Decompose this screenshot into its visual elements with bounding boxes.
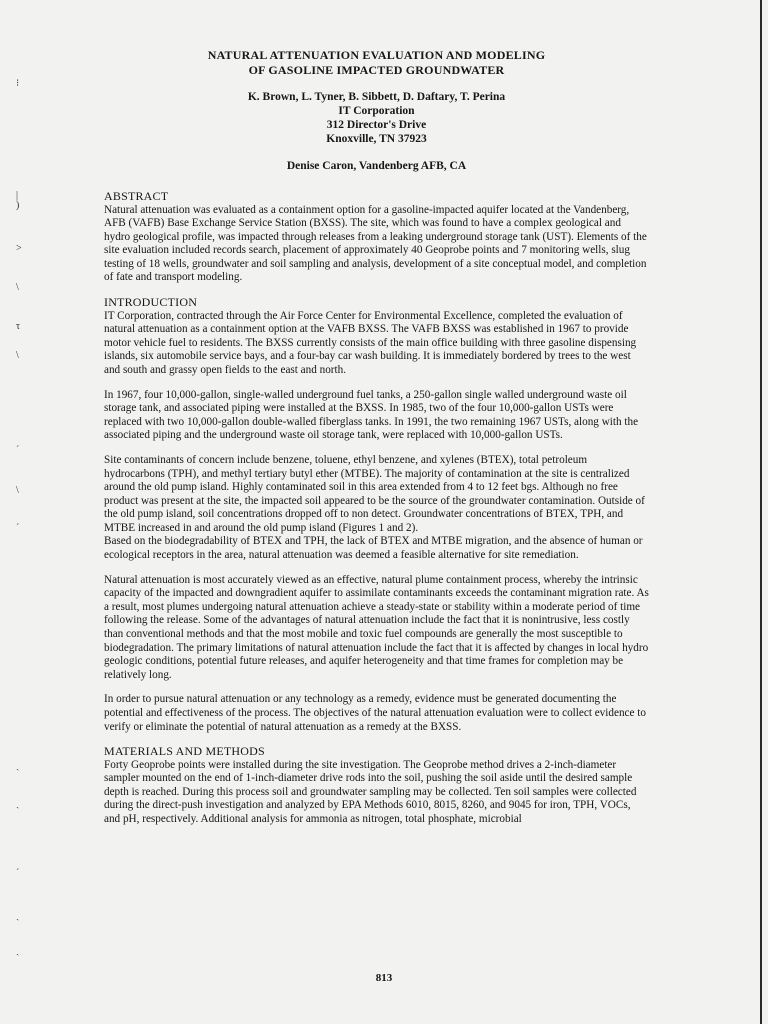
paper-title bbox=[104, 48, 649, 78]
scan-mark: ˎ bbox=[16, 798, 20, 809]
scan-mark: ˊ bbox=[16, 523, 20, 534]
scan-margin-marks bbox=[10, 0, 30, 1024]
introduction-paragraph-3: Site contaminants of concern include benzene, toluene, ethyl benzene, and xylenes (BTEX), total petroleum hydrocarbons (TPH), and methyl tertiary butyl ether (MTBE). The majority of contamination at the site is centralized around the old pump island. Highly contaminated soil in this area extended from 4 to 12 feet bgs. Although no free product was present at the site, the impacted soil appeared to be the source of the groundwater contamination. Outside of the old pump island, soil concentrations dropped off to non detect. Groundwater concentrations of BTEX, TPH, and MTBE increased in and around the old pump island (Figures 1 and 2). bbox=[104, 453, 645, 534]
scan-mark: ˎ bbox=[16, 945, 20, 956]
introduction-section bbox=[104, 296, 649, 734]
abstract-text: Natural attenuation was evaluated as a containment option for a gasoline-impacted aquifer located at the Vandenberg, AFB (VAFB) Base Exchange Service Station (BXSS). The site, which was found to have a complex geological and hydro geological profile, was impacted through releases from a leaking underground storage tank (UST). Elements of the site evaluation included records search, placement of approximately 40 Geoprobe points and 7 monitoring wells, slug testing of 18 wells, groundwater and soil sampling and analysis, development of a site conceptual model, and completion of fate and transport modeling. bbox=[104, 203, 647, 284]
scan-mark: ) bbox=[16, 200, 20, 211]
methods-section bbox=[104, 745, 649, 826]
introduction-paragraph-4: Natural attenuation is most accurately viewed as an effective, natural plume containment process, whereby the intrinsic capacity of the impacted and downgradient aquifer to assimilate contaminants exceeds the contaminant migration rate. As a result, most plumes undergoing natural attenuation achieve a steady-state or stability within a moderate period of time following the release. Some of the advantages of natural attenuation include the fact that it is nonintrusive, less costly than conventional methods and that the most mobile and toxic fuel compounds are generally the most susceptible to biodegradation. The primary limitations of natural attenuation include the fact that it is affected by changes in local hydro geologic conditions, potential future releases, and aquifer heterogeneity and that time frames for completion may be relatively long. bbox=[104, 573, 649, 681]
author-names: K. Brown, L. Tyner, B. Sibbett, D. Daftary, T. Perina bbox=[247, 91, 506, 103]
scan-mark: ˊ bbox=[16, 868, 20, 879]
scan-mark: \ bbox=[16, 485, 19, 496]
scan-edge-line bbox=[760, 0, 762, 1024]
title-line-1: NATURAL ATTENUATION EVALUATION AND MODELING bbox=[207, 48, 546, 62]
introduction-paragraph-1: IT Corporation, contracted through the Air Force Center for Environmental Excellence, completed the evaluation of natural attenuation as a containment option at the VAFB BXSS. The VAFB BXSS was established in 1967 to provide motor vehicle fuel to residents. The BXSS currently consists of the main office building with three gasoline dispensing islands, six automobile service bays, and a four-bay car wash building. It is immediately bordered by trees to the west and south and grassy open fields to the east and north. bbox=[104, 309, 637, 376]
abstract-section bbox=[104, 190, 649, 285]
methods-paragraph-1: Forty Geoprobe points were installed during the site investigation. The Geoprobe method drives a 2-inch-diameter sampler mounted on the end of 1-inch-diameter drive rods into the soil, pushing the soil aside until the desired sample depth is reached. During this process soil and groundwater sampling may be collected. Ten soil samples were collected during the direct-push investigation and analyzed by EPA Methods 6010, 8015, 8260, and 9045 for iron, TPH, VOCs, and pH, respectively. Additional analysis for ammonia as nitrogen, total phosphate, microbial bbox=[104, 758, 637, 826]
scan-mark: ˎ bbox=[16, 760, 20, 771]
scan-mark: \ bbox=[16, 282, 19, 293]
author-organization: IT Corporation bbox=[338, 105, 415, 117]
author-block bbox=[104, 90, 649, 146]
introduction-paragraph-3b: Based on the biodegradability of BTEX and TPH, the lack of BTEX and MTBE migration, and the absence of human or ecological receptors in the area, natural attenuation was deemed a feasible alternative for site remediation. bbox=[104, 535, 643, 562]
scan-mark: τ bbox=[16, 321, 21, 332]
scan-mark: ˊ bbox=[16, 445, 20, 456]
introduction-paragraph-5: In order to pursue natural attenuation or any technology as a remedy, evidence must be generated documenting the potential and effectiveness of the process. The objectives of the natural attenuation evaluation were to collect evidence to verify or eliminate the potential of natural attenuation as a remedy at the BXSS. bbox=[104, 693, 646, 733]
author-city: Knoxville, TN 37923 bbox=[326, 133, 427, 145]
second-author: Denise Caron, Vandenberg AFB, CA bbox=[286, 160, 467, 172]
introduction-paragraph-2: In 1967, four 10,000-gallon, single-walled underground fuel tanks, a 250-gallon single walled underground waste oil storage tank, and associated piping were installed at the BXSS. In 1985, two of the four 10,000-gallon USTs were replaced with two 10,000-gallon double-walled fiberglass tanks. In 1991, the two remaining 1967 USTs, along with the associated piping and the underground waste oil storage tank, were replaced with 10,000-gallon USTs. bbox=[104, 388, 639, 442]
scan-mark: \ bbox=[16, 350, 19, 361]
scan-mark: > bbox=[16, 243, 22, 254]
paper-body bbox=[104, 48, 649, 827]
scan-mark: ⁝ bbox=[16, 78, 20, 89]
introduction-heading: INTRODUCTION bbox=[104, 295, 198, 310]
scan-mark: ˎ bbox=[16, 910, 20, 921]
page-number: 813 bbox=[375, 972, 393, 984]
scan-mark: | bbox=[16, 190, 19, 201]
methods-heading: MATERIALS AND METHODS bbox=[104, 744, 265, 759]
abstract-heading: ABSTRACT bbox=[104, 189, 169, 203]
title-line-2: OF GASOLINE IMPACTED GROUNDWATER bbox=[248, 63, 505, 77]
author-street: 312 Director's Drive bbox=[326, 119, 427, 131]
